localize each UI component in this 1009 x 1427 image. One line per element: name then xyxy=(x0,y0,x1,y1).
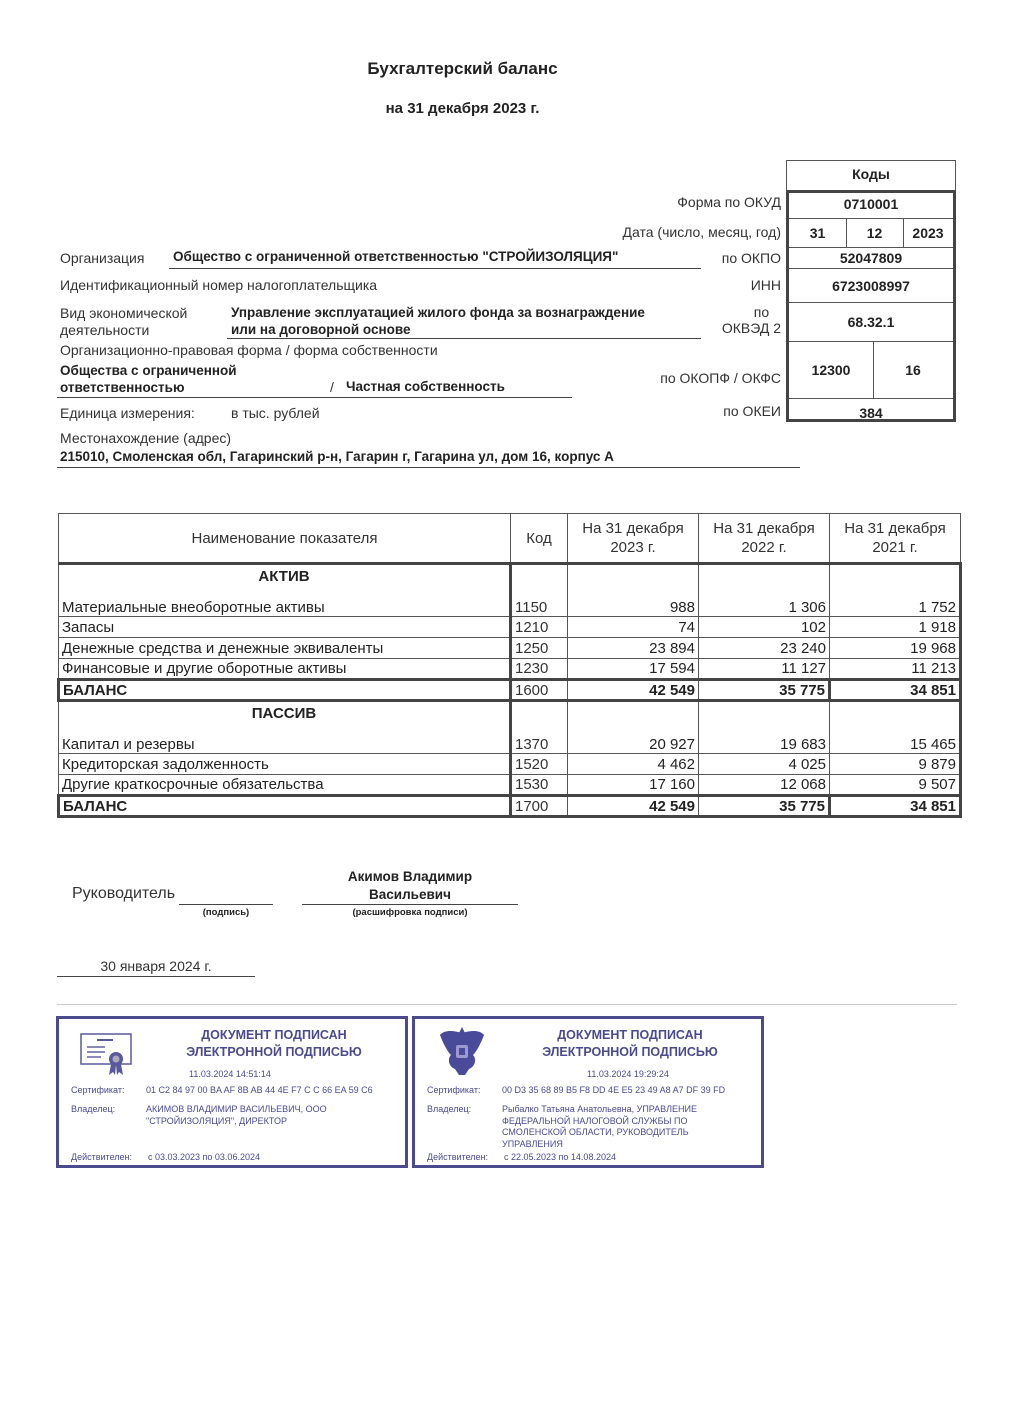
row-value-2022: 12 068 xyxy=(699,775,830,796)
inn-code: 6723008997 xyxy=(832,278,910,294)
legal-form-line1: Общества с ограниченной xyxy=(60,363,237,378)
signer-name xyxy=(302,868,518,904)
row-value-2022: 23 240 xyxy=(699,638,830,659)
stamp-valid: с 22.05.2023 по 14.08.2024 xyxy=(504,1152,616,1162)
okved-label-line2: ОКВЭД 2 xyxy=(721,320,781,336)
okved-label xyxy=(722,304,781,336)
okpo-label: по ОКПО xyxy=(721,250,781,266)
stamp-title xyxy=(159,1027,389,1061)
row-code: 1230 xyxy=(511,659,568,680)
col-header-2023-line2: 2023 г. xyxy=(610,539,656,556)
coat-of-arms-icon xyxy=(437,1025,487,1077)
table-row-total-liabilities xyxy=(59,796,961,817)
table-header-row xyxy=(59,514,961,564)
stamp-owner-line4: УПРАВЛЕНИЯ xyxy=(502,1138,563,1149)
okopf-code: 12300 xyxy=(811,362,851,378)
col-header-2023 xyxy=(568,514,699,564)
stamp-title-line2: ЭЛЕКТРОННОЙ ПОДПИСЬЮ xyxy=(186,1045,362,1059)
stamp-title xyxy=(515,1027,745,1061)
stamp-owner-line1: АКИМОВ ВЛАДИМИР ВАСИЛЬЕВИЧ, ООО xyxy=(146,1104,327,1114)
codes-heading: Коды xyxy=(786,160,956,190)
row-value-2021: 15 465 xyxy=(830,701,961,754)
row-name xyxy=(59,701,511,754)
row-code: 1700 xyxy=(511,796,568,817)
table-row xyxy=(59,754,961,775)
row-value-2021: 19 968 xyxy=(830,638,961,659)
section-liabilities-heading: ПАССИВ xyxy=(251,705,317,722)
signer-name-line1: Акимов Владимир xyxy=(347,869,473,884)
row-value-2023: 23 894 xyxy=(568,638,699,659)
activity-value-line2: или на договорной основе xyxy=(231,322,411,337)
row-name: БАЛАНС xyxy=(59,680,511,701)
stamp-cert: 01 C2 84 97 00 BA AF 8B AB 44 4E F7 C C 66 EA 59 C6 xyxy=(146,1085,373,1095)
okved-code: 68.32.1 xyxy=(847,314,895,330)
stamp-title-line1: ДОКУМЕНТ ПОДПИСАН xyxy=(201,1028,347,1042)
stamp-owner-line2: "СТРОЙИЗОЛЯЦИЯ", ДИРЕКТОР xyxy=(146,1115,288,1126)
row-value-2023: 42 549 xyxy=(568,680,699,701)
inn-code-label: ИНН xyxy=(750,277,781,293)
col-header-code: Код xyxy=(511,514,568,564)
table-row xyxy=(59,617,961,638)
row-value-2022: 1 306 xyxy=(699,564,830,617)
col-header-2022 xyxy=(699,514,830,564)
signature-date: 30 января 2024 г. xyxy=(57,958,255,977)
row-name: Финансовые и другие оборотные активы xyxy=(59,659,511,680)
table-row xyxy=(59,775,961,796)
date-day: 31 xyxy=(809,225,826,241)
page-subtitle: на 31 декабря 2023 г. xyxy=(385,100,540,117)
table-row xyxy=(59,701,961,754)
stamp-owner xyxy=(146,1104,327,1127)
signature-role: Руководитель xyxy=(72,885,176,902)
stamp-title-line1: ДОКУМЕНТ ПОДПИСАН xyxy=(557,1028,703,1042)
table-row xyxy=(59,638,961,659)
okud-code: 0710001 xyxy=(843,196,899,212)
row-code: 1520 xyxy=(511,754,568,775)
slash-separator: / xyxy=(330,379,334,395)
unit-label: Единица измерения: xyxy=(60,405,195,421)
row-value-2021: 1 752 xyxy=(830,564,961,617)
row-name: Кредиторская задолженность xyxy=(59,754,511,775)
stamp-timestamp: 11.03.2024 14:51:14 xyxy=(189,1069,271,1079)
row-value-2022: 102 xyxy=(699,617,830,638)
row-value-2023: 4 462 xyxy=(568,754,699,775)
row-value-2023: 17 160 xyxy=(568,775,699,796)
table-row-total-assets xyxy=(59,680,961,701)
col-header-2023-line1: На 31 декабря xyxy=(582,520,684,537)
org-label: Организация xyxy=(60,250,145,266)
row-name-text: Капитал и резервы xyxy=(62,736,195,753)
date-label: Дата (число, месяц, год) xyxy=(622,224,781,240)
okfs-code: 16 xyxy=(905,362,921,378)
signer-name-line2: Васильевич xyxy=(369,887,451,902)
activity-label-line1: Вид экономической xyxy=(60,305,188,321)
row-value-2022: 4 025 xyxy=(699,754,830,775)
row-value-2021: 9 507 xyxy=(830,775,961,796)
col-header-2021-line1: На 31 декабря xyxy=(844,520,946,537)
legal-form-line2: ответственностью xyxy=(60,380,185,395)
table-row xyxy=(59,659,961,680)
stamp-owner-label: Владелец: xyxy=(427,1104,472,1114)
row-name: Запасы xyxy=(59,617,511,638)
activity-label xyxy=(60,305,187,339)
ownership-value: Частная собственность xyxy=(346,379,505,394)
stamp-valid: с 03.03.2023 по 03.06.2024 xyxy=(148,1152,260,1162)
okei-code: 384 xyxy=(859,405,883,421)
address-value: 215010, Смоленская обл, Гагаринский р-н, Гагарин г, Гагарина ул, дом 16, корпус А xyxy=(57,449,800,468)
row-value-2021: 34 851 xyxy=(830,680,961,701)
inn-label: Идентификационный номер налогоплательщика xyxy=(60,277,378,293)
divider xyxy=(57,1004,957,1005)
e-signature-stamp xyxy=(56,1016,408,1168)
stamp-owner-line1: Рыбалко Татьяна Анатольевна, УПРАВЛЕНИЕ xyxy=(502,1104,697,1114)
address-label: Местонахождение (адрес) xyxy=(60,430,232,446)
stamp-owner-line3: СМОЛЕНСКОЙ ОБЛАСТИ, РУКОВОДИТЕЛЬ xyxy=(502,1127,689,1137)
col-header-2021-line2: 2021 г. xyxy=(872,539,918,556)
okved-label-line1: по xyxy=(753,304,770,320)
date-year: 2023 xyxy=(912,225,944,241)
activity-label-line2: деятельности xyxy=(60,322,150,338)
signature-line xyxy=(179,904,273,905)
row-value-2021: 9 879 xyxy=(830,754,961,775)
codes-box xyxy=(786,190,956,422)
row-value-2022: 19 683 xyxy=(699,701,830,754)
col-header-2022-line1: На 31 декабря xyxy=(713,520,815,537)
row-value-2022: 11 127 xyxy=(699,659,830,680)
row-code: 1250 xyxy=(511,638,568,659)
date-month: 12 xyxy=(866,225,883,241)
stamp-cert-label: Сертификат: xyxy=(427,1085,481,1095)
okei-label: по ОКЕИ xyxy=(723,403,781,419)
okopf-label: по ОКОПФ / ОКФС xyxy=(660,370,781,386)
activity-value xyxy=(227,304,701,339)
row-value-2021: 1 918 xyxy=(830,617,961,638)
certificate-icon xyxy=(79,1031,135,1077)
row-code: 1600 xyxy=(511,680,568,701)
stamp-owner-label: Владелец: xyxy=(71,1104,116,1114)
col-header-2022-line2: 2022 г. xyxy=(741,539,787,556)
stamp-cert-label: Сертификат: xyxy=(71,1085,125,1095)
okud-label: Форма по ОКУД xyxy=(677,194,781,210)
row-value-2023: 988 xyxy=(568,564,699,617)
legal-form-label: Организационно-правовая форма / форма собственности xyxy=(60,342,438,358)
row-code: 1210 xyxy=(511,617,568,638)
row-name: Денежные средства и денежные эквиваленты xyxy=(59,638,511,659)
row-name-text: Материальные внеоборотные активы xyxy=(62,599,325,616)
balance-table xyxy=(57,513,962,818)
activity-value-line1: Управление эксплуатацией жилого фонда за вознаграждение xyxy=(231,305,645,320)
row-name: Другие краткосрочные обязательства xyxy=(59,775,511,796)
table-row xyxy=(59,564,961,617)
signature-caption: (подпись) xyxy=(202,907,250,918)
stamp-cert: 00 D3 35 68 89 B5 F8 DD 4E E5 23 49 A8 A7 DF 39 FD xyxy=(502,1085,726,1095)
org-name: Общество с ограниченной ответственностью "СТРОЙИЗОЛЯЦИЯ" xyxy=(169,249,701,269)
row-code: 1530 xyxy=(511,775,568,796)
signer-name-line xyxy=(302,904,518,905)
row-value-2022: 35 775 xyxy=(699,680,830,701)
stamp-owner-line2: ФЕДЕРАЛЬНОЙ НАЛОГОВОЙ СЛУЖБЫ ПО xyxy=(502,1115,688,1126)
legal-form-row xyxy=(57,361,572,398)
unit-value: в тыс. рублей xyxy=(231,405,320,421)
row-value-2023: 42 549 xyxy=(568,796,699,817)
row-value-2021: 34 851 xyxy=(830,796,961,817)
legal-form-value xyxy=(60,362,237,396)
stamp-valid-label: Действителен: xyxy=(427,1152,489,1162)
signer-name-caption: (расшифровка подписи) xyxy=(352,907,468,918)
e-signature-stamp xyxy=(412,1016,764,1168)
row-name: БАЛАНС xyxy=(59,796,511,817)
col-header-name: Наименование показателя xyxy=(59,514,511,564)
row-value-2023: 74 xyxy=(568,617,699,638)
row-value-2021: 11 213 xyxy=(830,659,961,680)
row-name xyxy=(59,564,511,617)
col-header-2021 xyxy=(830,514,961,564)
okpo-code: 52047809 xyxy=(839,250,903,266)
row-code: 1370 xyxy=(511,701,568,754)
stamp-valid-label: Действителен: xyxy=(71,1152,133,1162)
section-assets-heading: АКТИВ xyxy=(258,568,310,585)
stamp-title-line2: ЭЛЕКТРОННОЙ ПОДПИСЬЮ xyxy=(542,1045,718,1059)
row-value-2023: 17 594 xyxy=(568,659,699,680)
stamp-timestamp: 11.03.2024 19:29:24 xyxy=(587,1069,669,1079)
stamp-owner xyxy=(502,1104,697,1150)
row-value-2023: 20 927 xyxy=(568,701,699,754)
row-code: 1150 xyxy=(511,564,568,617)
page-title: Бухгалтерский баланс xyxy=(367,59,558,78)
row-value-2022: 35 775 xyxy=(699,796,830,817)
